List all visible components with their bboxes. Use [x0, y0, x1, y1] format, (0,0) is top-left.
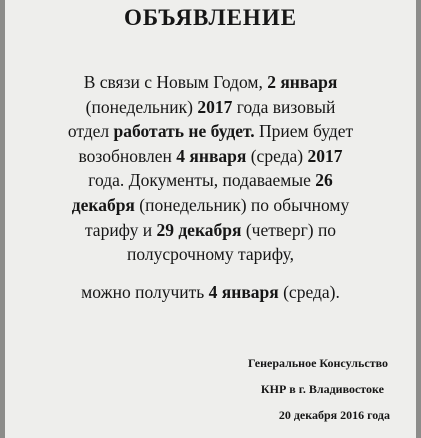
signature-block	[248, 350, 390, 428]
signature-date: 20 декабря 2016 года	[278, 408, 390, 422]
notice-emphasis: 4 января	[176, 145, 247, 166]
notice-line	[5, 95, 416, 120]
notice-line	[5, 280, 416, 305]
notice-emphasis: 2017	[197, 96, 233, 117]
notice-text: (понедельник) по обычному	[134, 194, 350, 215]
notice-emphasis: 4 января	[208, 281, 279, 302]
notice-line	[5, 70, 416, 95]
signature-organization: Генеральное Консульство	[248, 356, 388, 370]
notice-text: года. Документы, подаваемые	[88, 170, 316, 191]
notice-emphasis: 29 декабря	[156, 219, 242, 240]
notice-title: ОБЪЯВЛЕНИЕ	[123, 5, 298, 30]
notice-text: (четверг) по	[241, 219, 337, 240]
notice-text: можно получить	[81, 281, 209, 302]
notice-emphasis: 2017	[307, 145, 343, 166]
notice-line	[5, 193, 416, 218]
notice-body	[5, 70, 416, 304]
notice-text: полусрочному тарифу,	[127, 244, 294, 265]
notice-line	[5, 119, 416, 144]
notice-text: года визовый	[232, 96, 336, 117]
notice-emphasis: 2 января	[267, 72, 338, 92]
notice-text: В связи с Новым Годом,	[83, 72, 268, 92]
notice-text: тарифу и	[84, 219, 157, 240]
signature-location: КНР в г. Владивостоке	[260, 382, 384, 396]
notice-text: (среда).	[278, 281, 340, 302]
notice-line	[5, 144, 416, 169]
notice-text: возобновлен	[78, 145, 177, 166]
notice-line	[5, 218, 416, 243]
notice-sheet	[5, 0, 416, 438]
notice-emphasis: работать не будет.	[113, 121, 255, 142]
notice-text: (понедельник)	[85, 96, 198, 117]
notice-text: Прием будет	[254, 121, 354, 142]
notice-line	[5, 168, 416, 193]
notice-emphasis: декабря	[71, 194, 135, 215]
notice-line	[5, 242, 416, 267]
notice-text: отдел	[67, 121, 114, 142]
notice-emphasis: 26	[315, 170, 333, 191]
notice-text: (среда)	[246, 145, 308, 166]
